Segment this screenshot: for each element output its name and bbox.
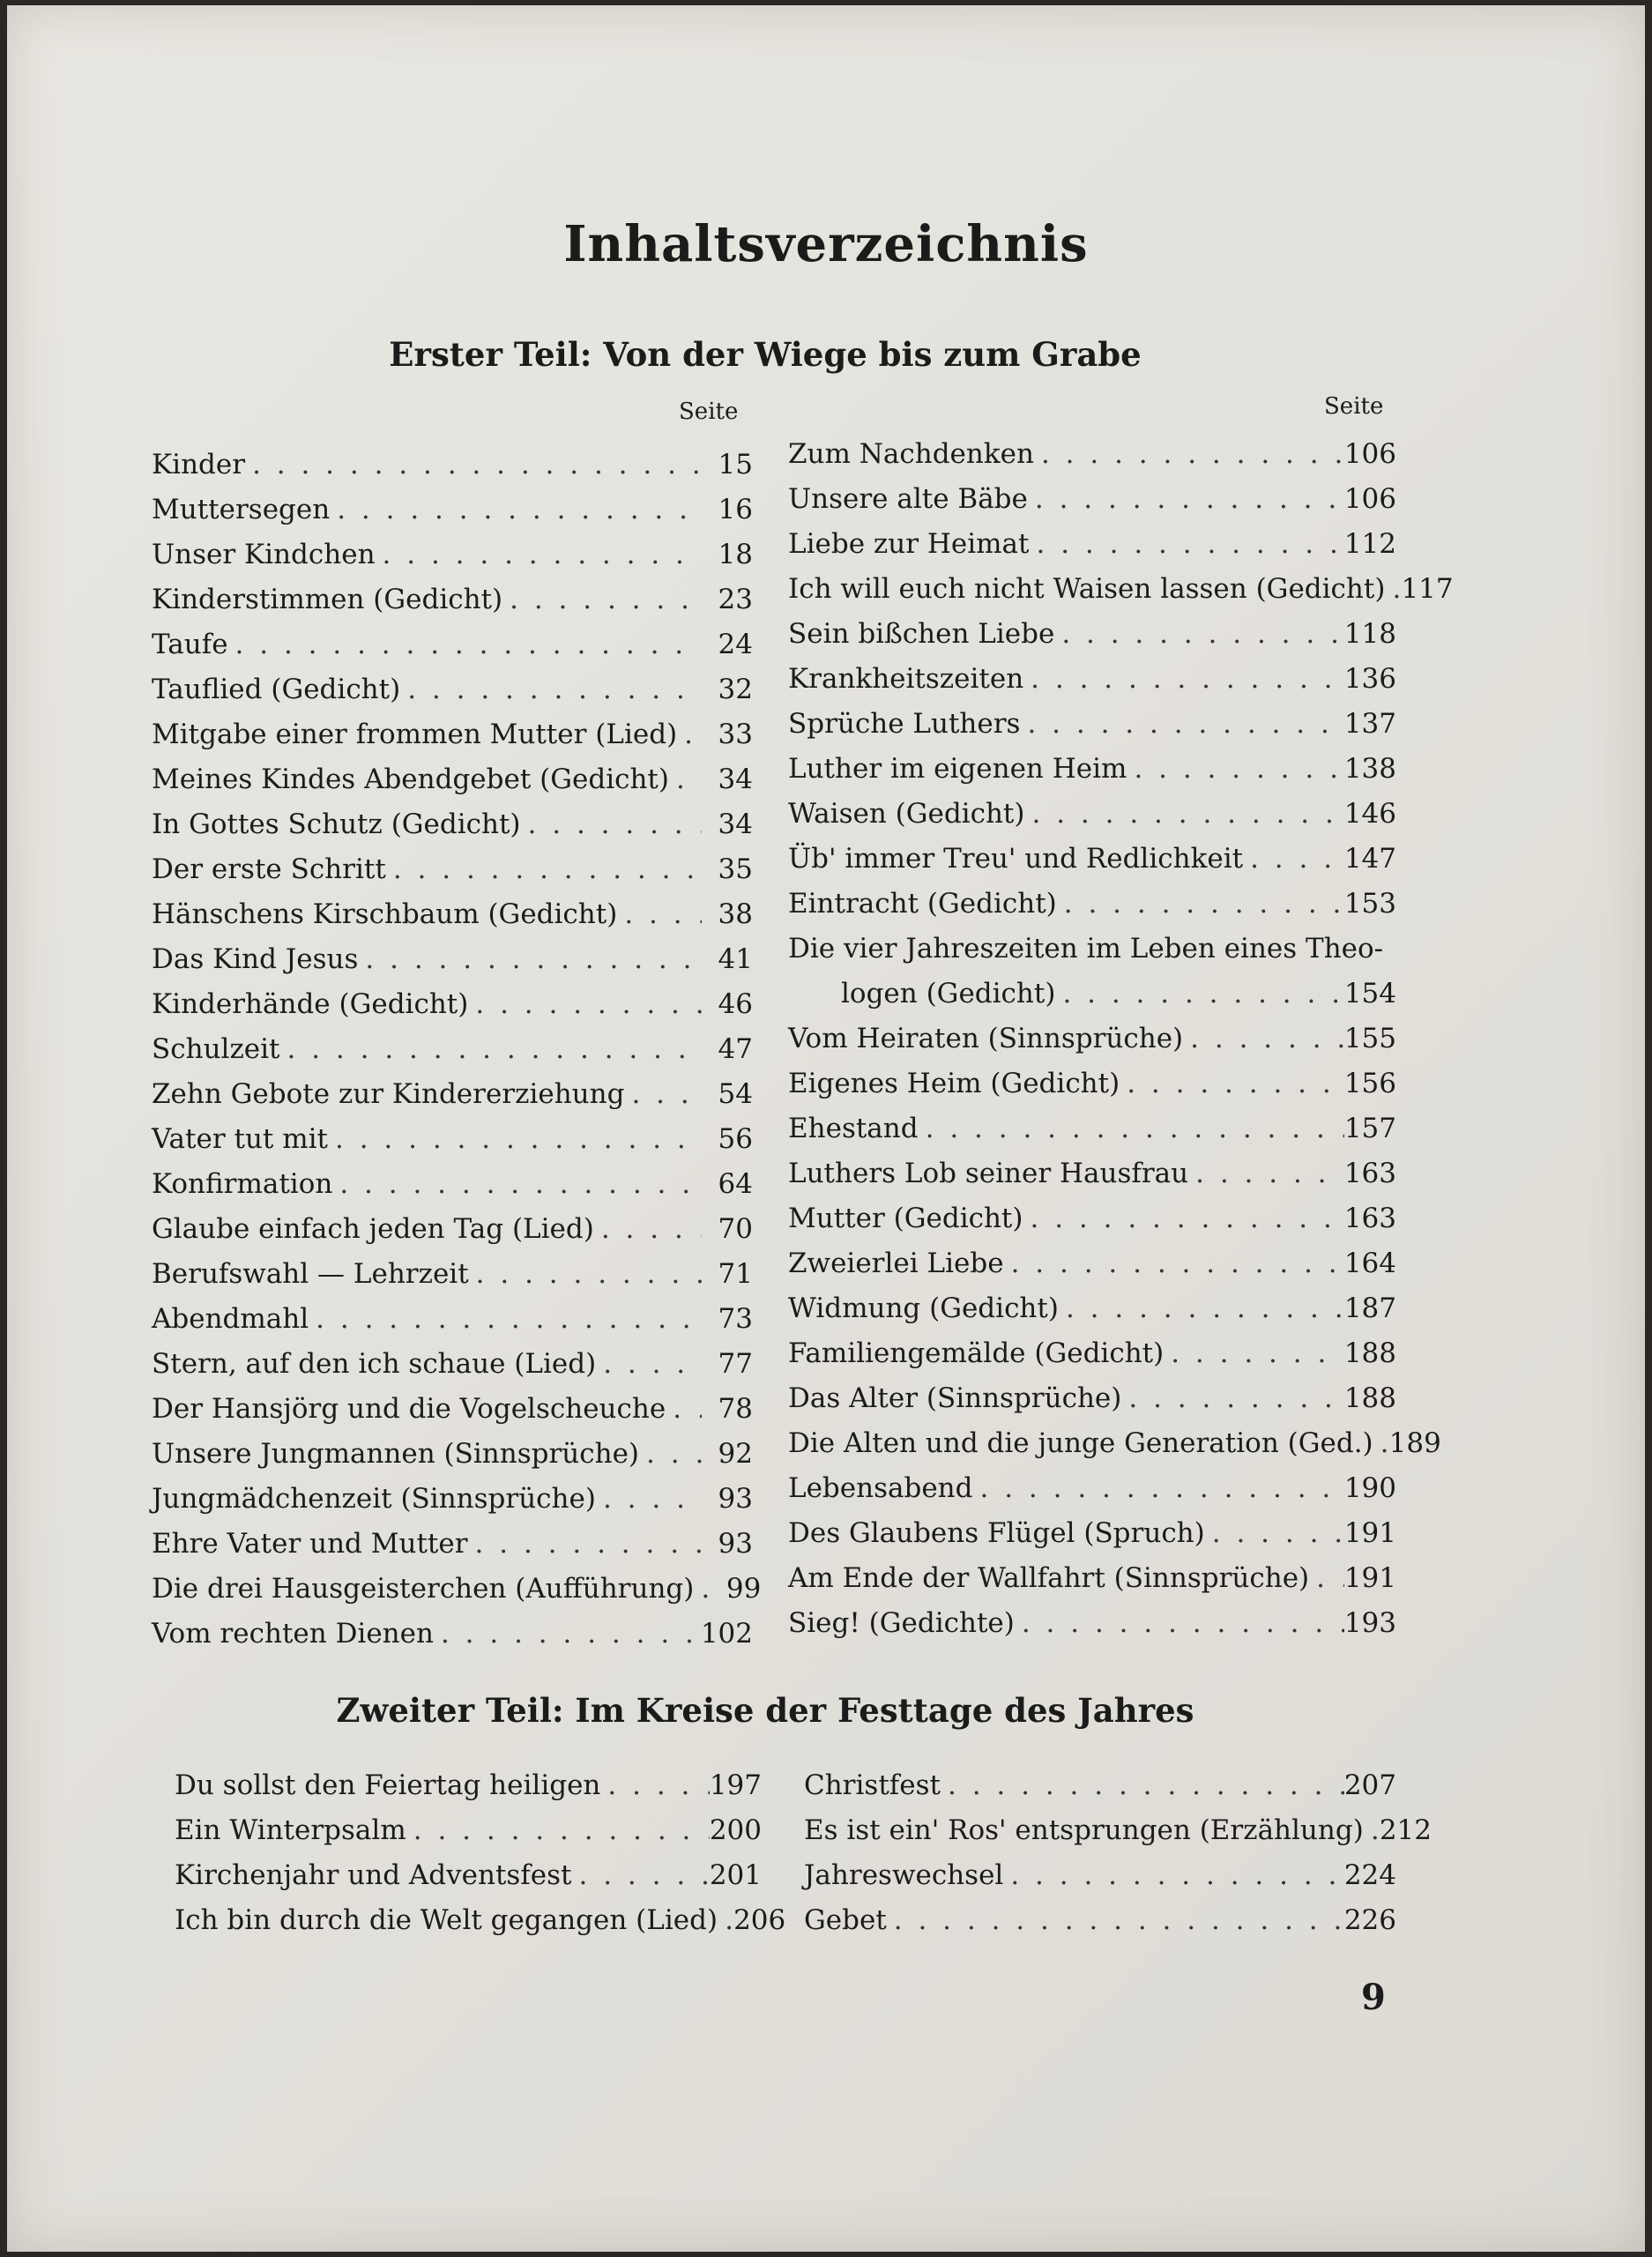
toc-entry-page: 38 bbox=[718, 898, 753, 930]
toc-entry-page: 47 bbox=[718, 1033, 753, 1065]
toc-entry bbox=[788, 1061, 1396, 1106]
toc-entry bbox=[152, 982, 753, 1027]
toc-entry-page: 106 bbox=[1343, 438, 1396, 470]
toc-entry bbox=[152, 937, 753, 982]
toc-entry-title: Vom rechten Dienen bbox=[152, 1618, 434, 1650]
toc-entry-page: 164 bbox=[1343, 1248, 1396, 1279]
dot-leader bbox=[434, 1612, 701, 1657]
toc-entry-title: Vom Heiraten (Sinnsprüche) bbox=[788, 1023, 1184, 1054]
book-page bbox=[7, 5, 1645, 2252]
toc-entry-page: 77 bbox=[718, 1348, 753, 1380]
toc-entry-title: Kirchenjahr und Adventsfest bbox=[175, 1859, 572, 1891]
toc-entry bbox=[152, 1117, 753, 1162]
dot-leader bbox=[1034, 432, 1344, 477]
toc-entry bbox=[152, 1027, 753, 1072]
toc-entry-page: 92 bbox=[718, 1438, 753, 1470]
dot-leader bbox=[677, 712, 702, 757]
dot-leader bbox=[596, 1342, 702, 1387]
dot-leader bbox=[468, 1522, 702, 1567]
toc-entry bbox=[788, 1376, 1396, 1421]
toc-entry-title: Vater tut mit bbox=[152, 1123, 329, 1155]
toc-entry bbox=[152, 533, 753, 577]
page-number: 9 bbox=[1361, 1977, 1386, 2018]
toc-entry-title: Luthers Lob seiner Hausfrau bbox=[788, 1158, 1189, 1189]
toc-entry bbox=[152, 443, 753, 488]
toc-entry-page: 207 bbox=[1343, 1769, 1396, 1801]
part2-left-column bbox=[175, 1763, 786, 1943]
dot-leader bbox=[1059, 1286, 1344, 1331]
toc-entry-title: Du sollst den Feiertag heiligen bbox=[175, 1769, 601, 1801]
toc-entry bbox=[804, 1808, 1432, 1853]
dot-leader bbox=[330, 488, 702, 533]
dot-leader bbox=[280, 1027, 703, 1072]
dot-leader bbox=[639, 1432, 702, 1477]
toc-entry-title: Christfest bbox=[804, 1769, 941, 1801]
part1-left-column bbox=[152, 443, 762, 1657]
dot-leader bbox=[1015, 1601, 1344, 1646]
toc-entry-page: 46 bbox=[718, 988, 753, 1020]
toc-entry-title: Lebensabend bbox=[788, 1472, 973, 1504]
seite-label-left: Seite bbox=[679, 399, 739, 425]
toc-entry-title: Ich bin durch die Welt gegangen (Lied) bbox=[175, 1904, 718, 1936]
toc-entry-title: Sein bißchen Liebe bbox=[788, 618, 1055, 650]
toc-entry-title: Stern, auf den ich schaue (Lied) bbox=[152, 1348, 597, 1380]
toc-entry bbox=[152, 1162, 753, 1207]
toc-entry-page: 193 bbox=[1343, 1607, 1396, 1639]
toc-entry-page: 106 bbox=[1343, 483, 1396, 515]
toc-entry-title: Krankheitszeiten bbox=[788, 663, 1024, 695]
toc-entry-page: 136 bbox=[1343, 663, 1396, 695]
dot-leader bbox=[1023, 657, 1344, 702]
toc-entry-title: Ehre Vater und Mutter bbox=[152, 1528, 468, 1560]
toc-entry-page: 189 bbox=[1388, 1427, 1441, 1459]
toc-entry-page: 112 bbox=[1343, 528, 1396, 560]
toc-entry-page: 154 bbox=[1343, 978, 1396, 1009]
toc-entry bbox=[175, 1763, 762, 1808]
toc-entry bbox=[788, 432, 1396, 477]
toc-entry-title: Liebe zur Heimat bbox=[788, 528, 1030, 560]
toc-entry-title: Abendmahl bbox=[152, 1303, 309, 1335]
toc-entry-page: 191 bbox=[1343, 1517, 1396, 1549]
dot-leader bbox=[1054, 612, 1344, 657]
toc-entry-title: Glaube einfach jeden Tag (Lied) bbox=[152, 1213, 594, 1245]
toc-entry-page: 93 bbox=[718, 1528, 753, 1560]
dot-leader bbox=[1309, 1556, 1344, 1601]
toc-entry-page: 73 bbox=[718, 1303, 753, 1335]
toc-entry-title: Ein Winterpsalm bbox=[175, 1814, 406, 1846]
dot-leader bbox=[521, 802, 702, 847]
toc-entry-title: Das Alter (Sinnsprüche) bbox=[788, 1382, 1122, 1414]
dot-leader bbox=[694, 1567, 710, 1612]
toc-entry bbox=[152, 757, 753, 802]
toc-entry-title: Waisen (Gedicht) bbox=[788, 798, 1025, 830]
toc-entry-page: 15 bbox=[718, 449, 753, 480]
toc-entry-page: 24 bbox=[718, 629, 753, 660]
toc-entry bbox=[152, 1477, 753, 1522]
toc-entry-title: Kinderhände (Gedicht) bbox=[152, 988, 469, 1020]
dot-leader bbox=[1004, 1241, 1344, 1286]
toc-entry-page: 212 bbox=[1379, 1814, 1432, 1846]
toc-entry bbox=[788, 477, 1396, 522]
toc-entry bbox=[788, 1241, 1396, 1286]
toc-entry-page: 187 bbox=[1343, 1292, 1396, 1324]
toc-entry-title: Schulzeit bbox=[152, 1033, 280, 1065]
toc-entry-title: Unsere Jungmannen (Sinnsprüche) bbox=[152, 1438, 640, 1470]
toc-entry bbox=[788, 1106, 1396, 1151]
dot-leader bbox=[1183, 1017, 1344, 1061]
toc-entry-page: 64 bbox=[718, 1168, 753, 1200]
toc-entry bbox=[152, 1387, 753, 1432]
toc-entry bbox=[788, 1466, 1396, 1511]
toc-entry bbox=[152, 488, 753, 533]
toc-entry-title: Zum Nachdenken bbox=[788, 438, 1034, 470]
toc-entry bbox=[788, 1017, 1396, 1061]
toc-entry-title: Am Ende der Wallfahrt (Sinnsprüche) bbox=[788, 1562, 1310, 1594]
toc-entry-title: Die drei Hausgeisterchen (Aufführung) bbox=[152, 1573, 695, 1605]
toc-entry-title: Luther im eigenen Heim bbox=[788, 753, 1127, 785]
dot-leader bbox=[406, 1808, 710, 1853]
toc-entry-page: 197 bbox=[709, 1769, 762, 1801]
toc-entry bbox=[152, 1612, 753, 1657]
toc-entry bbox=[788, 522, 1396, 567]
toc-entry-title: Widmung (Gedicht) bbox=[788, 1292, 1059, 1324]
dot-leader bbox=[887, 1898, 1344, 1943]
toc-entry-title: Taufe bbox=[152, 629, 228, 660]
toc-entry-title: Mutter (Gedicht) bbox=[788, 1203, 1023, 1234]
toc-entry bbox=[788, 1286, 1396, 1331]
toc-entry-page: 78 bbox=[718, 1393, 753, 1425]
toc-entry-page: 163 bbox=[1343, 1158, 1396, 1189]
dot-leader bbox=[941, 1763, 1344, 1808]
dot-leader bbox=[328, 1117, 702, 1162]
toc-entry-title: Ehestand bbox=[788, 1113, 919, 1144]
dot-leader bbox=[1030, 522, 1344, 567]
part1-heading: Erster Teil: Von der Wiege bis zum Grabe bbox=[389, 335, 1142, 374]
toc-entry-title: Konfirmation bbox=[152, 1168, 333, 1200]
toc-entry-page: 153 bbox=[1343, 888, 1396, 920]
toc-entry-title: Der Hansjörg und die Vogelscheuche bbox=[152, 1393, 666, 1425]
toc-entry-page: 16 bbox=[718, 494, 753, 525]
toc-entry-continuation bbox=[788, 972, 1396, 1017]
dot-leader bbox=[669, 757, 702, 802]
toc-entry-title: In Gottes Schutz (Gedicht) bbox=[152, 808, 521, 840]
toc-entry-page: 188 bbox=[1343, 1337, 1396, 1369]
toc-entry-page: 224 bbox=[1343, 1859, 1396, 1891]
toc-entry-title: Kinderstimmen (Gedicht) bbox=[152, 584, 503, 615]
toc-entry-title: Kinder bbox=[152, 449, 246, 480]
toc-entry-title: Des Glaubens Flügel (Spruch) bbox=[788, 1517, 1205, 1549]
dot-leader bbox=[332, 1162, 702, 1207]
toc-entry bbox=[152, 1522, 753, 1567]
toc-entry bbox=[788, 1151, 1396, 1196]
toc-entry-page: 163 bbox=[1343, 1203, 1396, 1234]
toc-entry bbox=[788, 1601, 1396, 1646]
dot-leader bbox=[1120, 1061, 1344, 1106]
part1-right-column bbox=[788, 432, 1454, 1646]
toc-entry bbox=[152, 1432, 753, 1477]
toc-entry-title: Zehn Gebote zur Kindererziehung bbox=[152, 1078, 625, 1110]
toc-entry bbox=[804, 1763, 1396, 1808]
page-title: Inhaltsverzeichnis bbox=[563, 215, 1089, 273]
toc-entry bbox=[788, 1511, 1396, 1556]
toc-entry-page: 99 bbox=[726, 1573, 762, 1605]
toc-entry bbox=[788, 702, 1396, 747]
dot-leader bbox=[624, 1072, 702, 1117]
toc-entry-title: Berufswahl — Lehrzeit bbox=[152, 1258, 469, 1290]
toc-entry-title: Tauflied (Gedicht) bbox=[152, 674, 401, 705]
toc-entry bbox=[788, 837, 1396, 882]
toc-entry-page: 118 bbox=[1343, 618, 1396, 650]
dot-leader bbox=[572, 1853, 710, 1898]
toc-entry bbox=[804, 1898, 1396, 1943]
toc-entry bbox=[152, 667, 753, 712]
toc-entry bbox=[788, 567, 1454, 612]
toc-entry-title: Gebet bbox=[804, 1904, 887, 1936]
toc-entry bbox=[152, 1207, 753, 1252]
dot-leader bbox=[400, 667, 702, 712]
toc-entry bbox=[152, 1342, 753, 1387]
toc-entry-title: Meines Kindes Abendgebet (Gedicht) bbox=[152, 764, 669, 795]
toc-entry-page: 155 bbox=[1343, 1023, 1396, 1054]
toc-entry-title: Eigenes Heim (Gedicht) bbox=[788, 1068, 1120, 1099]
toc-entry bbox=[788, 1556, 1396, 1601]
toc-entry-page: 32 bbox=[718, 674, 753, 705]
dot-leader bbox=[468, 982, 702, 1027]
dot-leader bbox=[386, 847, 702, 892]
part2-right-column bbox=[804, 1763, 1432, 1943]
toc-entry-page: 54 bbox=[718, 1078, 753, 1110]
toc-entry-page: 41 bbox=[718, 943, 753, 975]
toc-entry-page: 146 bbox=[1343, 798, 1396, 830]
dot-leader bbox=[596, 1477, 702, 1522]
toc-entry-page: 201 bbox=[709, 1859, 762, 1891]
toc-entry-page: 70 bbox=[718, 1213, 753, 1245]
dot-leader bbox=[972, 1466, 1343, 1511]
toc-entry-page: 93 bbox=[718, 1483, 753, 1515]
toc-entry-title: Hänschens Kirschbaum (Gedicht) bbox=[152, 898, 618, 930]
seite-label-right: Seite bbox=[1324, 393, 1384, 420]
dot-leader bbox=[1055, 972, 1343, 1017]
toc-entry-page: 138 bbox=[1343, 753, 1396, 785]
toc-entry bbox=[152, 847, 753, 892]
toc-entry bbox=[788, 657, 1396, 702]
toc-entry-title: Ich will euch nicht Waisen lassen (Gedicht) bbox=[788, 573, 1386, 605]
toc-entry-title-cont: logen (Gedicht) bbox=[841, 978, 1056, 1009]
dot-leader bbox=[376, 533, 702, 577]
toc-entry-page: 157 bbox=[1343, 1113, 1396, 1144]
dot-leader bbox=[1024, 792, 1343, 837]
toc-entry bbox=[152, 892, 753, 937]
toc-entry-page: 33 bbox=[718, 719, 753, 750]
dot-leader bbox=[718, 1898, 733, 1943]
toc-entry-page: 102 bbox=[700, 1618, 753, 1650]
toc-entry bbox=[788, 882, 1396, 927]
dot-leader bbox=[919, 1106, 1344, 1151]
toc-entry-page: 34 bbox=[718, 808, 753, 840]
toc-entry-page: 117 bbox=[1401, 573, 1454, 605]
toc-entry-title: Die vier Jahreszeiten im Leben eines Theo- bbox=[788, 933, 1384, 965]
dot-leader bbox=[469, 1252, 702, 1297]
toc-entry bbox=[152, 1252, 753, 1297]
toc-entry-page: 156 bbox=[1343, 1068, 1396, 1099]
toc-entry-title: Unsere alte Bäbe bbox=[788, 483, 1028, 515]
toc-entry-title: Eintracht (Gedicht) bbox=[788, 888, 1057, 920]
toc-entry-title: Üb' immer Treu' und Redlichkeit bbox=[788, 843, 1244, 875]
toc-entry-page: 147 bbox=[1343, 843, 1396, 875]
part2-heading: Zweiter Teil: Im Kreise der Festtage des Jahres bbox=[336, 1691, 1194, 1730]
dot-leader bbox=[502, 577, 702, 622]
toc-entry bbox=[175, 1853, 762, 1898]
dot-leader bbox=[1028, 477, 1344, 522]
dot-leader bbox=[1373, 1421, 1389, 1466]
toc-entry bbox=[152, 1567, 762, 1612]
toc-entry bbox=[152, 712, 753, 757]
toc-entry-page: 188 bbox=[1343, 1382, 1396, 1414]
dot-leader bbox=[666, 1387, 702, 1432]
toc-entry-title: Mitgabe einer frommen Mutter (Lied) bbox=[152, 719, 678, 750]
toc-entry-title: Sprüche Luthers bbox=[788, 708, 1021, 740]
toc-entry-title: Familiengemälde (Gedicht) bbox=[788, 1337, 1165, 1369]
toc-entry bbox=[175, 1898, 786, 1943]
toc-entry-title: Sieg! (Gedichte) bbox=[788, 1607, 1015, 1639]
toc-entry-page: 18 bbox=[718, 539, 753, 570]
dot-leader bbox=[1164, 1331, 1344, 1376]
toc-entry bbox=[152, 1297, 753, 1342]
toc-entry-page: 190 bbox=[1343, 1472, 1396, 1504]
toc-entry-title: Das Kind Jesus bbox=[152, 943, 359, 975]
dot-leader bbox=[245, 443, 702, 488]
toc-entry-page: 206 bbox=[733, 1904, 786, 1936]
toc-entry-page: 137 bbox=[1343, 708, 1396, 740]
toc-entry bbox=[788, 612, 1396, 657]
toc-entry-title: Zweierlei Liebe bbox=[788, 1248, 1004, 1279]
dot-leader bbox=[1243, 837, 1344, 882]
toc-entry bbox=[788, 1196, 1396, 1241]
dot-leader bbox=[594, 1207, 702, 1252]
toc-entry bbox=[152, 577, 753, 622]
toc-entry-title: Muttersegen bbox=[152, 494, 331, 525]
dot-leader bbox=[1023, 1196, 1343, 1241]
dot-leader bbox=[358, 937, 702, 982]
dot-leader bbox=[1020, 702, 1343, 747]
dot-leader bbox=[1057, 882, 1344, 927]
toc-entry bbox=[152, 802, 753, 847]
dot-leader bbox=[1003, 1853, 1344, 1898]
toc-entry bbox=[175, 1808, 762, 1853]
toc-entry bbox=[152, 622, 753, 667]
dot-leader bbox=[228, 622, 702, 667]
dot-leader bbox=[1385, 567, 1401, 612]
dot-leader bbox=[1127, 747, 1343, 792]
toc-entry bbox=[804, 1853, 1396, 1898]
toc-entry-title: Unser Kindchen bbox=[152, 539, 376, 570]
toc-entry bbox=[788, 1421, 1441, 1466]
toc-entry-title: Der erste Schritt bbox=[152, 853, 386, 885]
dot-leader bbox=[600, 1763, 709, 1808]
dot-leader bbox=[1188, 1151, 1344, 1196]
toc-entry bbox=[152, 1072, 753, 1117]
toc-entry-page: 226 bbox=[1343, 1904, 1396, 1936]
toc-entry bbox=[788, 747, 1396, 792]
dot-leader bbox=[1364, 1808, 1380, 1853]
toc-entry-page: 23 bbox=[718, 584, 753, 615]
toc-entry-page: 34 bbox=[718, 764, 753, 795]
toc-entry-title: Jungmädchenzeit (Sinnsprüche) bbox=[152, 1483, 596, 1515]
dot-leader bbox=[309, 1297, 702, 1342]
toc-entry bbox=[788, 1331, 1396, 1376]
toc-entry-page: 56 bbox=[718, 1123, 753, 1155]
dot-leader bbox=[617, 892, 702, 937]
toc-entry bbox=[788, 927, 1396, 972]
toc-entry-title: Es ist ein' Ros' entsprungen (Erzählung) bbox=[804, 1814, 1364, 1846]
toc-entry-page: 200 bbox=[709, 1814, 762, 1846]
toc-entry-page: 191 bbox=[1343, 1562, 1396, 1594]
dot-leader bbox=[1121, 1376, 1343, 1421]
toc-entry-page: 71 bbox=[718, 1258, 753, 1290]
toc-entry bbox=[788, 792, 1396, 837]
toc-entry-title: Jahreswechsel bbox=[804, 1859, 1004, 1891]
toc-entry-title: Die Alten und die junge Generation (Ged.) bbox=[788, 1427, 1373, 1459]
toc-entry-page: 35 bbox=[718, 853, 753, 885]
dot-leader bbox=[1205, 1511, 1344, 1556]
